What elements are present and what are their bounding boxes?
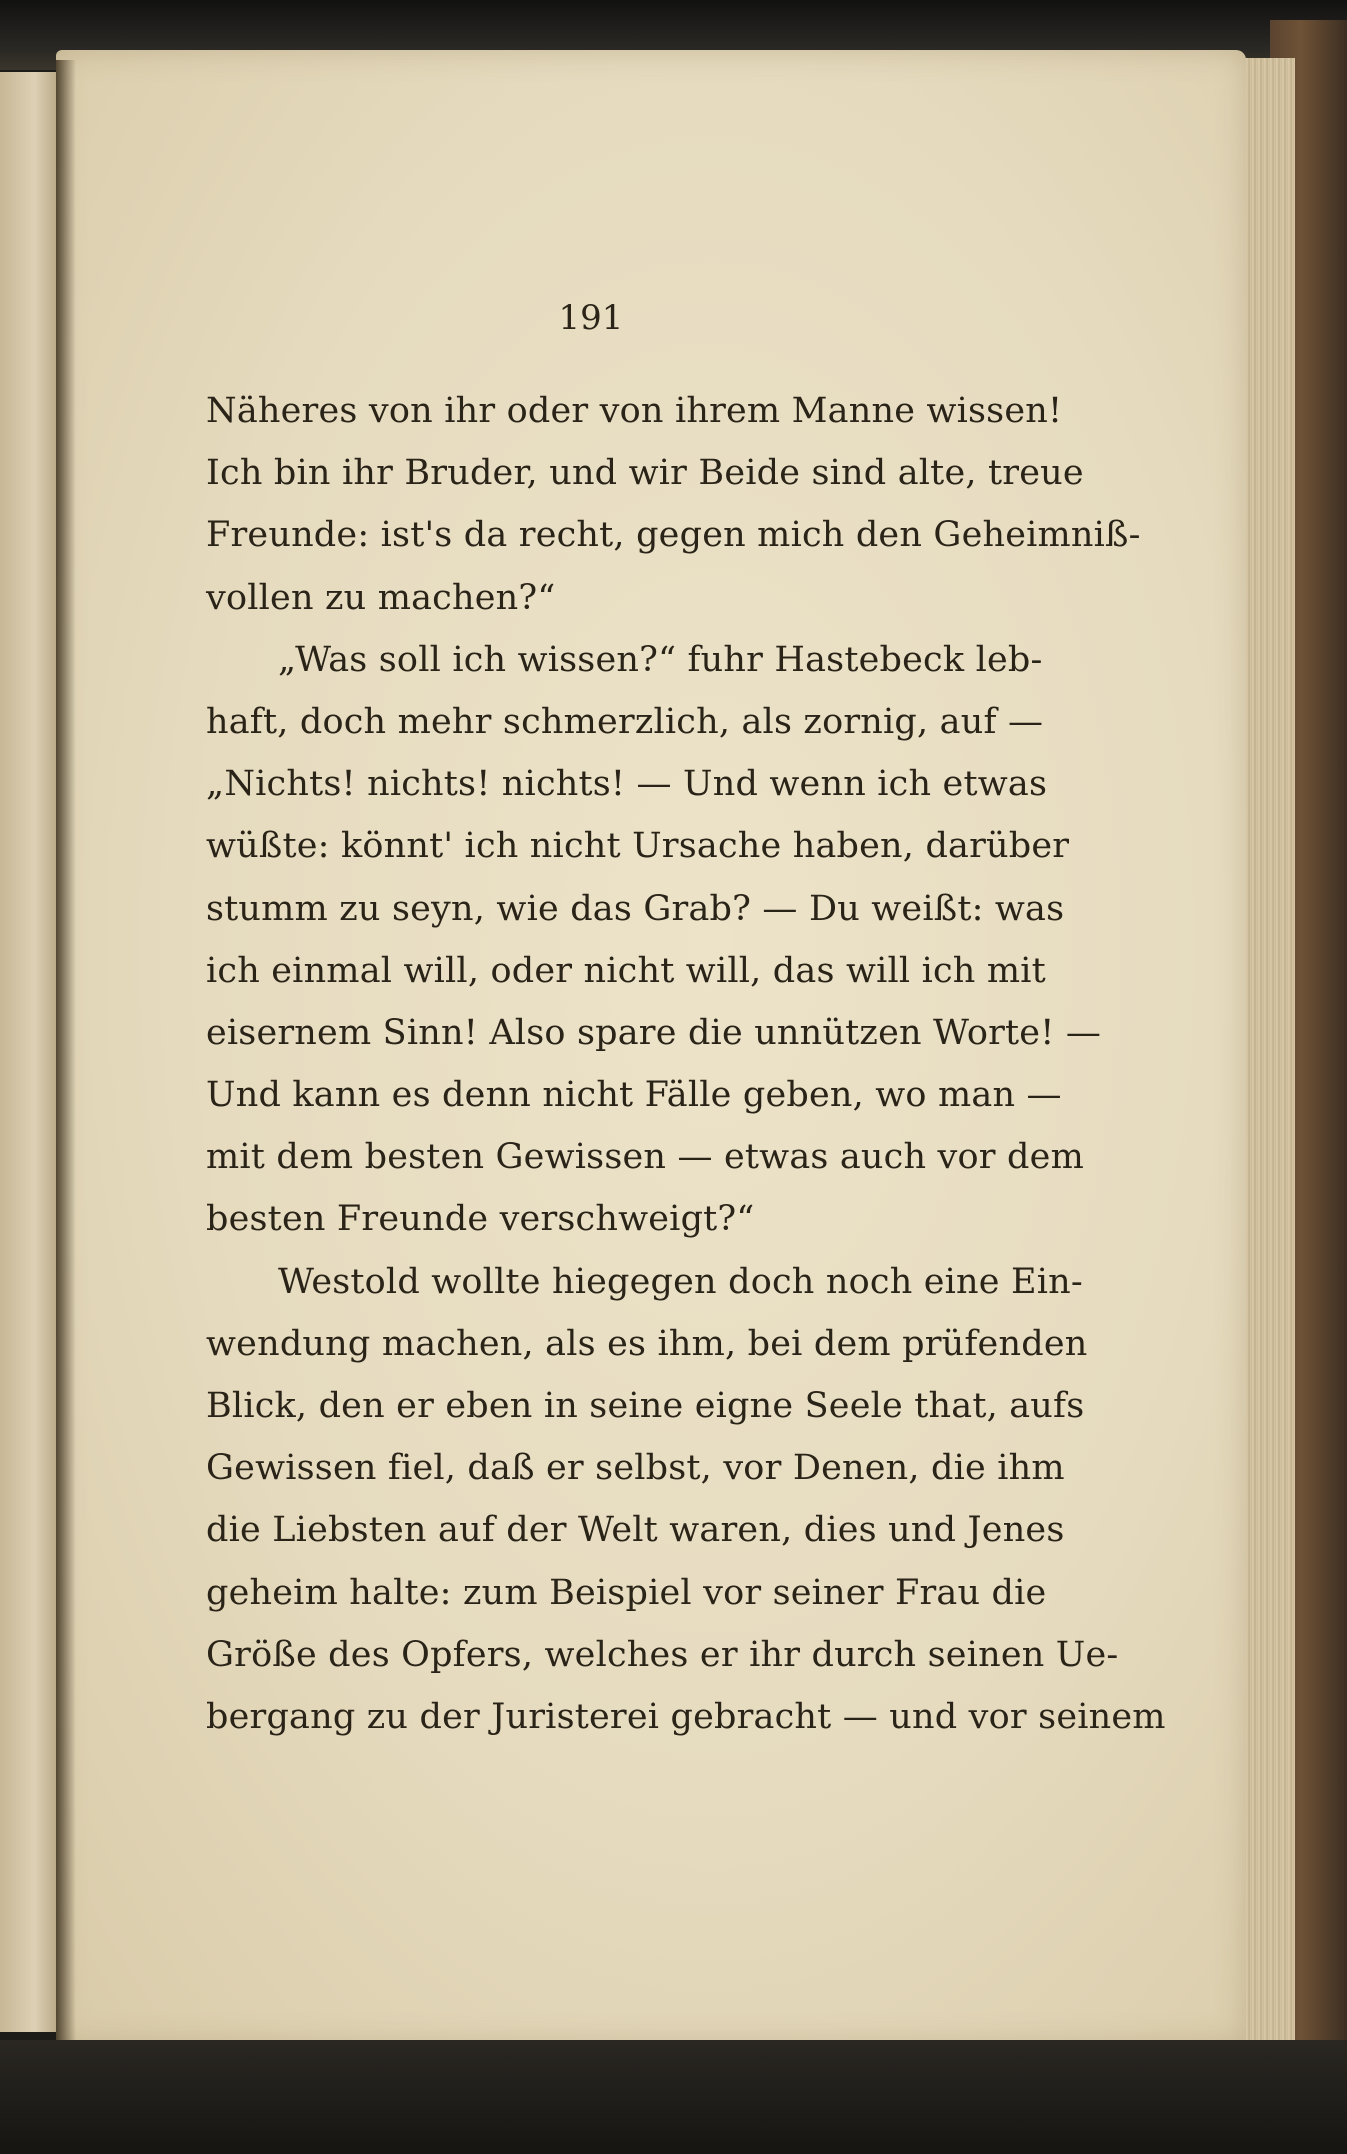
text-line: besten Freunde verschweigt?“ bbox=[206, 1199, 755, 1240]
book-page bbox=[56, 50, 1246, 2044]
text-line: Westold wollte hiegegen doch noch eine Ein- bbox=[278, 1261, 1083, 1302]
text-line: Größe des Opfers, welches er ihr durch seinen Ue- bbox=[206, 1634, 1119, 1675]
gutter-shadow bbox=[56, 60, 76, 2040]
text-line: ich einmal will, oder nicht will, das will ich mit bbox=[206, 950, 1046, 991]
text-line: haft, doch mehr schmerzlich, als zornig, auf — bbox=[206, 701, 1044, 742]
text-line: die Liebsten auf der Welt waren, dies und Jenes bbox=[206, 1510, 1065, 1551]
left-page-edge bbox=[0, 72, 60, 2032]
text-line: Blick, den er eben in seine eigne Seele that, aufs bbox=[206, 1386, 1085, 1426]
page-number: 191 bbox=[558, 298, 624, 338]
text-line: Näheres von ihr oder von ihrem Manne wissen! bbox=[206, 391, 1063, 431]
text-line: bergang zu der Juristerei gebracht — und vor seinem bbox=[206, 1696, 1166, 1737]
text-line: „Nichts! nichts! nichts! — Und wenn ich etwas bbox=[206, 764, 1048, 805]
page-stack-edges bbox=[1238, 58, 1295, 2048]
text-line: wüßte: könnt' ich nicht Ursache haben, darüber bbox=[206, 826, 1070, 867]
text-line: geheim halte: zum Beispiel vor seiner Frau die bbox=[206, 1572, 1047, 1613]
page-text bbox=[206, 380, 1166, 1748]
text-line: wendung machen, als es ihm, bei dem prüfenden bbox=[206, 1323, 1088, 1364]
scan-background-bottom bbox=[0, 2040, 1347, 2154]
text-line: Ich bin ihr Bruder, und wir Beide sind alte, treue bbox=[206, 453, 1084, 494]
text-line: „Was soll ich wissen?“ fuhr Hastebeck leb- bbox=[278, 639, 1043, 680]
text-line: Und kann es denn nicht Fälle geben, wo man — bbox=[206, 1075, 1062, 1116]
text-line: Freunde: ist's da recht, gegen mich den Geheimniß- bbox=[206, 515, 1141, 556]
text-line: vollen zu machen?“ bbox=[206, 577, 556, 618]
text-line: Gewissen fiel, daß er selbst, vor Denen, die ihm bbox=[206, 1448, 1065, 1489]
text-line: mit dem besten Gewissen — etwas auch vor dem bbox=[206, 1137, 1084, 1178]
text-line: stumm zu seyn, wie das Grab? — Du weißt: was bbox=[206, 888, 1065, 929]
text-line: eisernem Sinn! Also spare die unnützen Worte! — bbox=[206, 1012, 1102, 1053]
